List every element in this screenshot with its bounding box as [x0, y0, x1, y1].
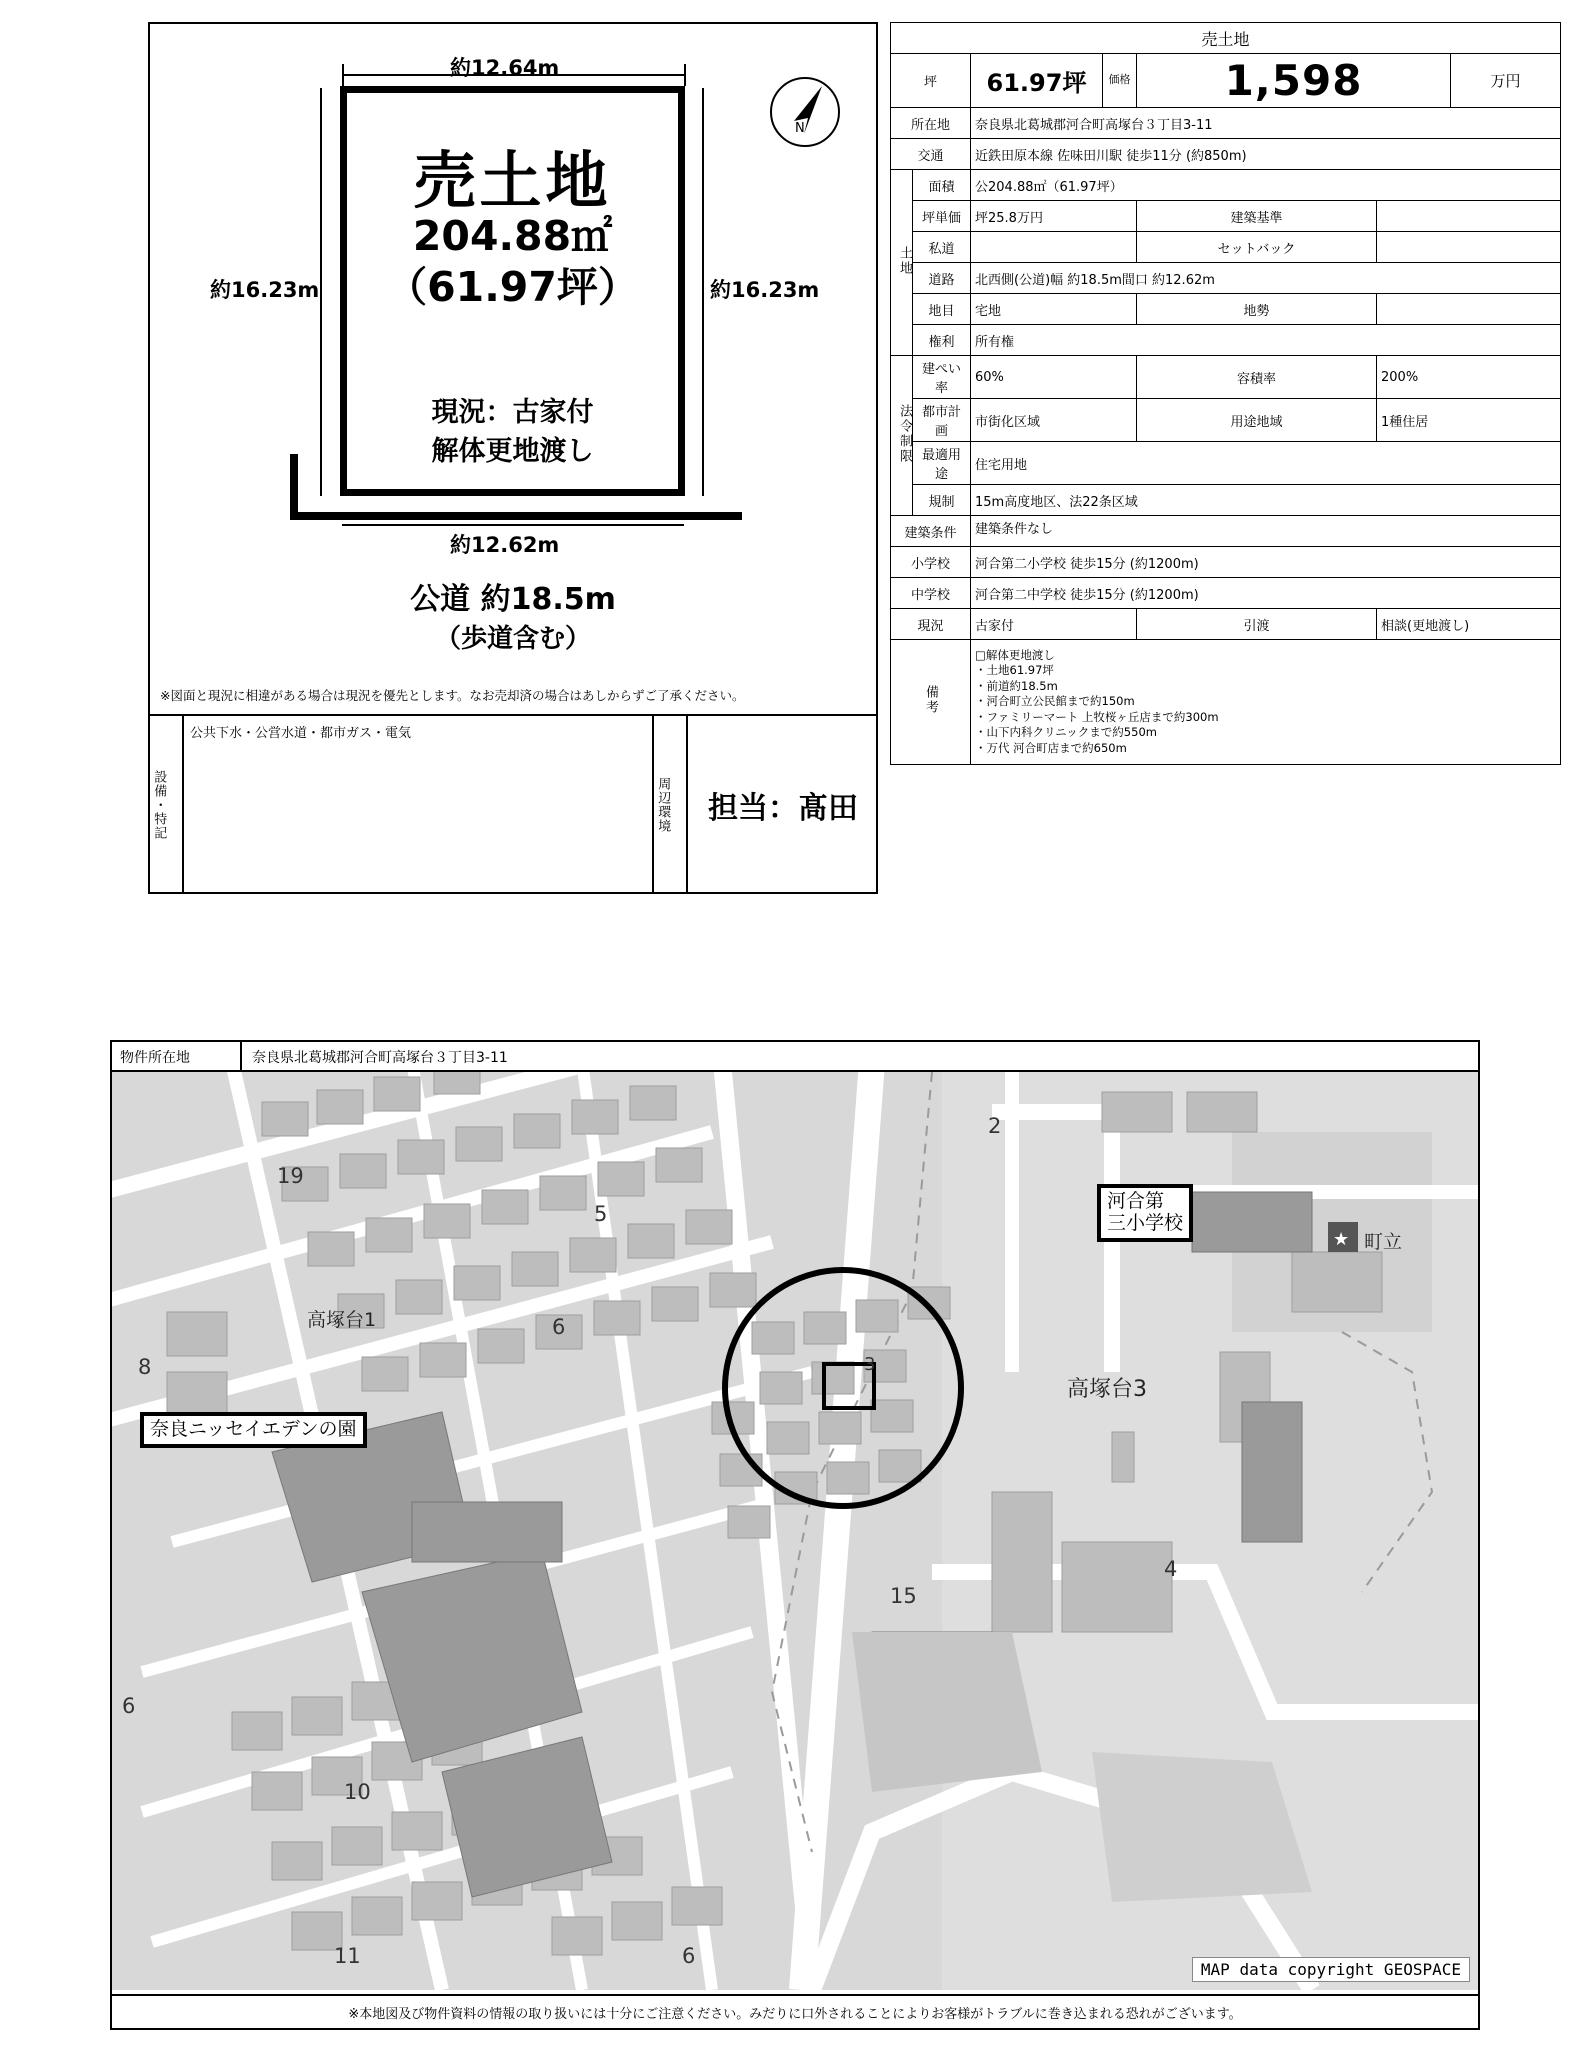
table-row [891, 516, 1561, 547]
school-icon [1328, 1222, 1358, 1252]
parcel-title: 売土地 [413, 144, 612, 217]
build-condition-value: 建築条件なし [971, 516, 1561, 547]
table-row [891, 399, 1561, 442]
rights-value: 所有権 [971, 325, 1561, 356]
delivery-value: 相談(更地渡し) [1377, 609, 1561, 640]
road-label-sub: （歩道含む） [434, 624, 591, 654]
remarks-value [971, 640, 1561, 765]
city-plan-value: 市街化区域 [971, 399, 1137, 442]
address-value: 奈良県北葛城郡河合町高塚台３丁目3-11 [971, 108, 1561, 139]
area-value: 公204.88㎡（61.97坪） [971, 170, 1561, 201]
building-standard-value [1377, 201, 1561, 232]
table-row [891, 578, 1561, 609]
parcel-area-tsubo: （61.97坪） [386, 263, 639, 312]
dimension-top: 約12.64m [450, 56, 560, 80]
land-section-label: 土地 [891, 170, 913, 356]
map-header [112, 1042, 1478, 1072]
map-copyright: MAP data copyright GEOSPACE [1192, 1957, 1470, 1982]
map-number: 15 [890, 1584, 917, 1608]
map-boxed-label-facility: 奈良ニッセイエデンの園 [140, 1412, 367, 1448]
table-row [891, 485, 1561, 516]
equipment-value-cell [184, 716, 654, 894]
remarks-line: ・河合町立公民館まで約150m [975, 694, 1135, 709]
table-row [891, 54, 1561, 108]
parcel-area-m2: 204.88㎡ [412, 212, 613, 260]
compass-north-icon [764, 66, 846, 158]
svg-text:★: ★ [1333, 1229, 1350, 1250]
use-area-label: 用途地域 [1137, 399, 1377, 442]
map-number: 2 [988, 1114, 1002, 1138]
table-row [891, 325, 1561, 356]
map-header-label: 物件所在地 [120, 1050, 190, 1066]
best-use-label: 最適用途 [913, 442, 971, 485]
map-graphic [112, 1072, 1478, 1990]
remarks-line: ・土地61.97坪 [975, 663, 1054, 678]
parcel-area [347, 211, 678, 314]
far-label: 容積率 [1137, 356, 1377, 399]
map-label-takatsukadai3: 高塚台3 [1067, 1377, 1147, 1402]
remarks-line: ・ファミリーマート 上牧桜ヶ丘店まで約300m [975, 709, 1219, 724]
map-footer-note: ※本地図及び物件資料の情報の取り扱いには十分にご注意ください。みだりに口外されることによりお客様がトラブルに巻き込まれる恐れがございます。 [112, 1994, 1478, 2028]
table-row [891, 640, 1561, 765]
setback-label: セットバック [1137, 232, 1377, 263]
top-section [0, 0, 1589, 900]
area-label: 面積 [913, 170, 971, 201]
plan-bottom-band [150, 716, 876, 894]
use-area-value: 1種住居 [1377, 399, 1561, 442]
location-map-panel [110, 1040, 1480, 2030]
coverage-label: 建ぺい率 [913, 356, 971, 399]
table-row [891, 232, 1561, 263]
remarks-line: ・前道約18.5m [975, 678, 1058, 693]
legal-section-label: 法令制限 [891, 356, 913, 516]
table-row [891, 23, 1561, 54]
surroundings-label: 周辺環境 [655, 777, 671, 833]
private-road-value [971, 232, 1137, 263]
far-value: 200% [1377, 356, 1561, 399]
dimension-bottom: 約12.62m [450, 533, 560, 557]
dim-tick-top-left [342, 64, 344, 86]
road-value: 北西側(公道)幅 約18.5m間口 約12.62m [971, 263, 1561, 294]
map-number: 6 [682, 1944, 696, 1968]
coverage-value: 60% [971, 356, 1137, 399]
map-number: 11 [334, 1944, 361, 1968]
map-number: 6 [122, 1694, 136, 1718]
table-row [891, 442, 1561, 485]
road-label: 道路 [913, 263, 971, 294]
terrain-label: 地勢 [1137, 294, 1377, 325]
map-number: 3 [864, 1354, 876, 1375]
map-number: 4 [1164, 1557, 1178, 1581]
map-label-choritsu: 町立 [1364, 1231, 1403, 1253]
dimension-right: 約16.23m [710, 278, 820, 302]
table-row [891, 201, 1561, 232]
table-row [891, 139, 1561, 170]
map-number: 10 [344, 1780, 371, 1804]
category-label: 地目 [913, 294, 971, 325]
map-canvas[interactable] [112, 1072, 1478, 1990]
map-header-divider [240, 1042, 242, 1070]
charge-cell [688, 716, 878, 894]
build-condition-label: 建築条件 [891, 516, 971, 547]
price-unit: 万円 [1451, 54, 1561, 108]
parcel-note-line2: 解体更地渡し [431, 435, 594, 467]
property-info-table [890, 22, 1561, 765]
table-row [891, 356, 1561, 399]
tsubo-label: 坪 [891, 54, 971, 108]
dim-line-bottom [342, 524, 684, 526]
unit-price-label: 坪単価 [913, 201, 971, 232]
dim-line-left [320, 88, 322, 496]
best-use-value: 住宅用地 [971, 442, 1561, 485]
junior-label: 中学校 [891, 578, 971, 609]
terrain-value [1377, 294, 1561, 325]
tsubo-value: 61.97坪 [971, 54, 1103, 108]
equipment-label-cell [150, 716, 184, 894]
junior-value: 河合第二中学校 徒歩15分 (約1200m) [971, 578, 1561, 609]
map-header-address: 奈良県北葛城郡河合町高塚台３丁目3-11 [252, 1050, 508, 1066]
category-value: 宅地 [971, 294, 1137, 325]
map-label-takatsukadai1: 高塚台1 [307, 1309, 377, 1331]
map-number: 8 [138, 1355, 152, 1379]
road-frontage-line [290, 512, 742, 520]
parcel-condition-note [347, 393, 678, 471]
access-label: 交通 [891, 139, 971, 170]
status-value: 古家付 [971, 609, 1137, 640]
dimension-left: 約16.23m [210, 278, 320, 302]
equipment-value: 公共下水・公営水道・都市ガス・電気 [190, 726, 412, 741]
surroundings-label-cell [654, 716, 688, 894]
remarks-line: ・万代 河合町店まで約650m [975, 740, 1127, 755]
table-row [891, 547, 1561, 578]
elementary-label: 小学校 [891, 547, 971, 578]
status-label: 現況 [891, 609, 971, 640]
dim-line-right [702, 88, 704, 496]
address-label: 所在地 [891, 108, 971, 139]
parcel-rectangle [340, 86, 685, 496]
road-label-main: 公道 約18.5m [410, 582, 616, 617]
property-info-panel [890, 22, 1560, 894]
rights-label: 権利 [913, 325, 971, 356]
table-row [891, 609, 1561, 640]
remarks-line: ・山下内科クリニックまで約550m [975, 725, 1157, 740]
building-standard-label: 建築基準 [1137, 201, 1377, 232]
map-number: 6 [552, 1315, 566, 1339]
table-row [891, 263, 1561, 294]
price-value: 1,598 [1137, 54, 1451, 108]
map-number: 19 [277, 1164, 304, 1188]
svg-text:N: N [795, 121, 805, 136]
regulation-value: 15m高度地区、法22条区域 [971, 485, 1561, 516]
elementary-value: 河合第二小学校 徒歩15分 (約1200m) [971, 547, 1561, 578]
table-row [891, 294, 1561, 325]
private-road-label: 私道 [913, 232, 971, 263]
unit-price-value: 坪25.8万円 [971, 201, 1137, 232]
site-plan-panel [148, 22, 878, 894]
charge-person: 担当：髙田 [708, 791, 858, 826]
road-left-tick [290, 454, 298, 516]
map-number: 5 [594, 1202, 608, 1226]
equipment-label: 設備・特記 [151, 770, 167, 840]
price-label: 価格 [1103, 54, 1137, 108]
remarks-label: 備考 [891, 640, 971, 765]
delivery-label: 引渡 [1137, 609, 1377, 640]
dim-tick-top-right [684, 64, 686, 86]
remarks-line: □解体更地渡し [975, 647, 1055, 662]
regulation-label: 規制 [913, 485, 971, 516]
access-value: 近鉄田原本線 佐味田川駅 徒歩11分 (約850m) [971, 139, 1561, 170]
info-title: 売土地 [891, 23, 1561, 54]
parcel-note-line1: 現況：古家付 [431, 396, 594, 428]
table-row [891, 108, 1561, 139]
plan-footnote: ※図面と現況に相違がある場合は現況を優先とします。なお売却済の場合はあしからずご了承ください。 [160, 688, 745, 703]
site-plan-drawing [150, 24, 876, 724]
road-label [150, 579, 876, 657]
city-plan-label: 都市計画 [913, 399, 971, 442]
table-row [891, 170, 1561, 201]
setback-value [1377, 232, 1561, 263]
map-boxed-label-school: 河合第 三小学校 [1097, 1184, 1193, 1242]
